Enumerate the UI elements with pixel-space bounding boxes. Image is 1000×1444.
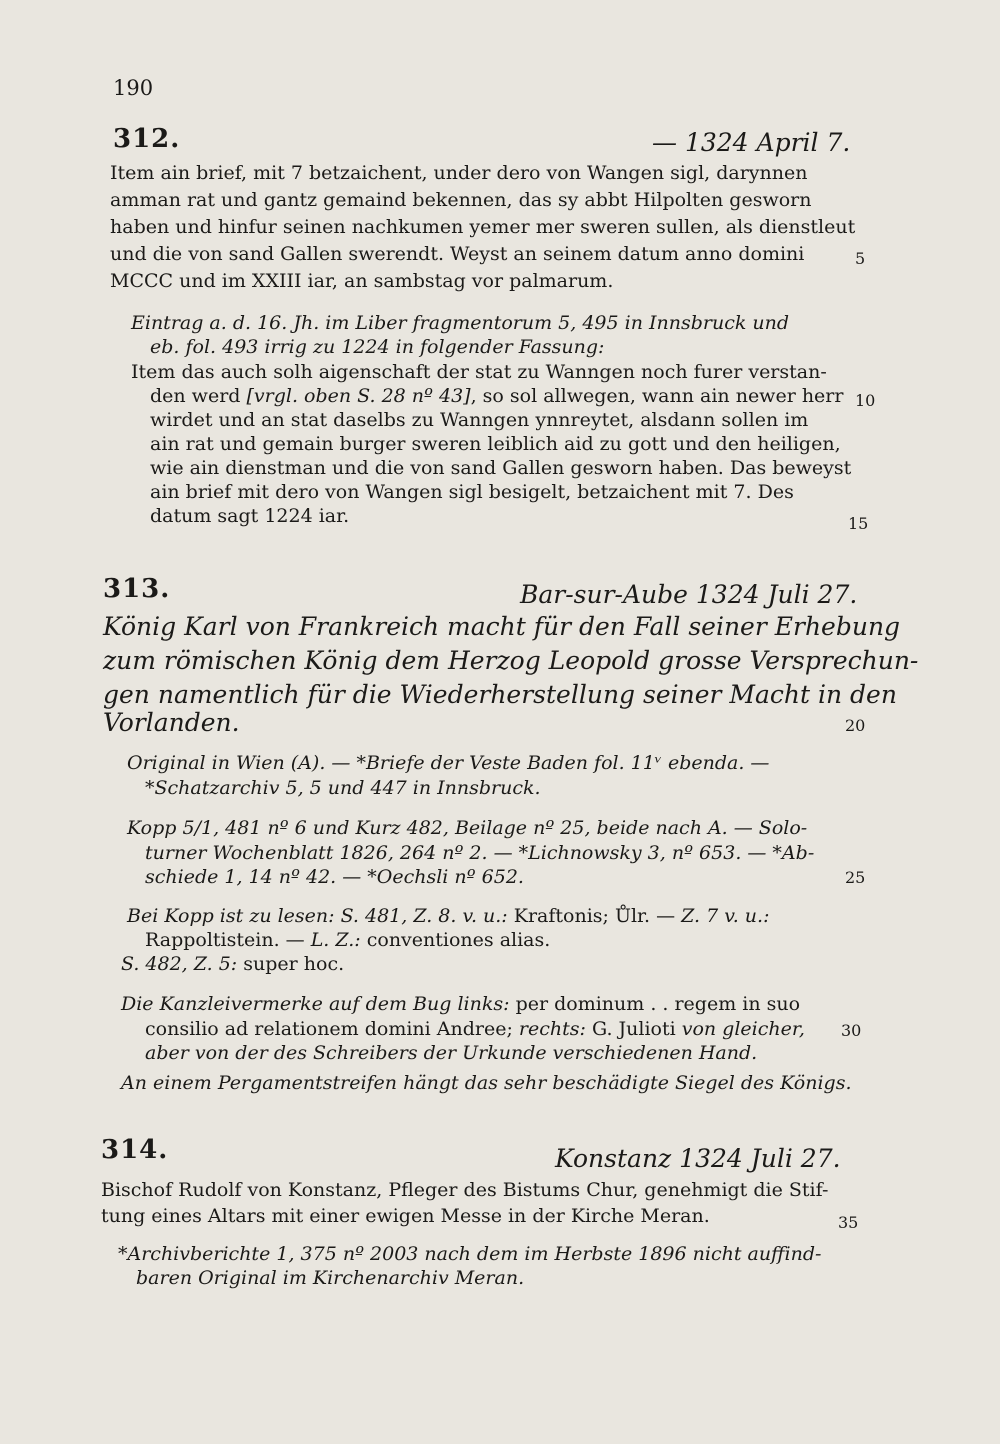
note-line: Kopp 5/1, 481 nº 6 und Kurz 482, Beilage nº 25, beide nach A. — Solo- bbox=[127, 817, 808, 839]
margin-line-number: 25 bbox=[845, 868, 866, 887]
note-line: *Archivberichte 1, 375 nº 2003 nach dem im Herbste 1896 nicht auffind- bbox=[118, 1243, 822, 1265]
entry-date-314: Konstanz 1324 Juli 27. bbox=[555, 1144, 841, 1173]
entry-text-line: und die von sand Gallen swerendt. Weyst an seinem datum anno domini bbox=[110, 243, 805, 265]
margin-line-number: 30 bbox=[841, 1021, 862, 1040]
kanzlei-line: Die Kanzleivermerke auf dem Bug links: per dominum . . regem in suo bbox=[121, 993, 801, 1015]
regest-line: zum römischen König dem Herzog Leopold grosse Versprechun- bbox=[103, 646, 919, 675]
regest-line: König Karl von Frankreich macht für den Fall seiner Erhebung bbox=[103, 612, 901, 641]
note-line: schiede 1, 14 nº 42. — *Oechsli nº 652. bbox=[145, 866, 524, 888]
margin-line-number: 5 bbox=[855, 249, 866, 268]
quote-line: Item das auch solh aigenschaft der stat zu Wanngen noch furer verstan- bbox=[131, 361, 827, 383]
entry-text-line: haben und hinfur seinen nachkumen yemer mer sweren sullen, als dienstleut bbox=[110, 216, 856, 238]
entry-text-line: amman rat und gantz gemaind bekennen, das sy abbt Hilpolten gesworn bbox=[110, 189, 812, 211]
margin-line-number: 20 bbox=[845, 716, 866, 735]
entry-text-line: Item ain brief, mit 7 betzaichent, under dero von Wangen sigl, darynnen bbox=[110, 162, 808, 184]
quote-line: den werd [vrgl. oben S. 28 nº 43], so sol allwegen, wann ain newer herr bbox=[150, 385, 844, 407]
kanzlei-line: consilio ad relationem domini Andree; rechts: G. Julioti von gleicher, bbox=[145, 1018, 805, 1040]
note-line: Original in Wien (A). — *Briefe der Veste Baden fol. 11ᵛ ebenda. — bbox=[127, 752, 770, 774]
note-line: turner Wochenblatt 1826, 264 nº 2. — *Lichnowsky 3, nº 653. — *Ab- bbox=[145, 842, 815, 864]
margin-line-number: 10 bbox=[855, 391, 876, 410]
kanzlei-line: aber von der des Schreibers der Urkunde verschiedenen Hand. bbox=[145, 1042, 758, 1064]
entry-number-314: 314. bbox=[101, 1135, 169, 1165]
kopp-line: S. 482, Z. 5: super hoc. bbox=[121, 953, 345, 975]
kopp-line: Rappoltistein. — L. Z.: conventiones alias. bbox=[145, 929, 551, 951]
note-intro-line: Eintrag a. d. 16. Jh. im Liber fragmentorum 5, 495 in Innsbruck und bbox=[131, 312, 790, 334]
quote-line: wirdet und an stat daselbs zu Wanngen ynnreytet, alsdann sollen im bbox=[150, 409, 809, 431]
page-number: 190 bbox=[113, 76, 154, 100]
entry-text-line: tung eines Altars mit einer ewigen Messe in der Kirche Meran. bbox=[101, 1205, 710, 1227]
note-line: baren Original im Kirchenarchiv Meran. bbox=[136, 1267, 525, 1289]
seal-note: An einem Pergamentstreifen hängt das sehr beschädigte Siegel des Königs. bbox=[121, 1072, 852, 1094]
kopp-line: Bei Kopp ist zu lesen: S. 481, Z. 8. v. u.: Kraftonis; Ůlr. — Z. 7 v. u.: bbox=[127, 905, 770, 927]
entry-text-line: Bischof Rudolf von Konstanz, Pfleger des Bistums Chur, genehmigt die Stif- bbox=[101, 1179, 829, 1201]
quote-line: wie ain dienstman und die von sand Gallen gesworn haben. Das beweyst bbox=[150, 457, 852, 479]
entry-date-312: — 1324 April 7. bbox=[652, 128, 851, 157]
quote-line: datum sagt 1224 iar. bbox=[150, 505, 350, 527]
margin-line-number: 35 bbox=[838, 1213, 859, 1232]
entry-text-line: MCCC und im XXIII iar, an sambstag vor palmarum. bbox=[110, 270, 614, 292]
regest-line: gen namentlich für die Wiederherstellung seiner Macht in den bbox=[103, 680, 897, 709]
entry-number-312: 312. bbox=[113, 124, 181, 154]
entry-date-313: Bar-sur-Aube 1324 Juli 27. bbox=[520, 580, 858, 609]
quote-line: ain brief mit dero von Wangen sigl besigelt, betzaichent mit 7. Des bbox=[150, 481, 794, 503]
note-line: *Schatzarchiv 5, 5 und 447 in Innsbruck. bbox=[145, 777, 541, 799]
quote-line: ain rat und gemain burger sweren leiblich aid zu gott und den heiligen, bbox=[150, 433, 841, 455]
margin-line-number: 15 bbox=[848, 514, 869, 533]
regest-line: Vorlanden. bbox=[103, 708, 240, 737]
note-intro-line: eb. fol. 493 irrig zu 1224 in folgender Fassung: bbox=[150, 336, 605, 358]
entry-number-313: 313. bbox=[103, 574, 171, 604]
